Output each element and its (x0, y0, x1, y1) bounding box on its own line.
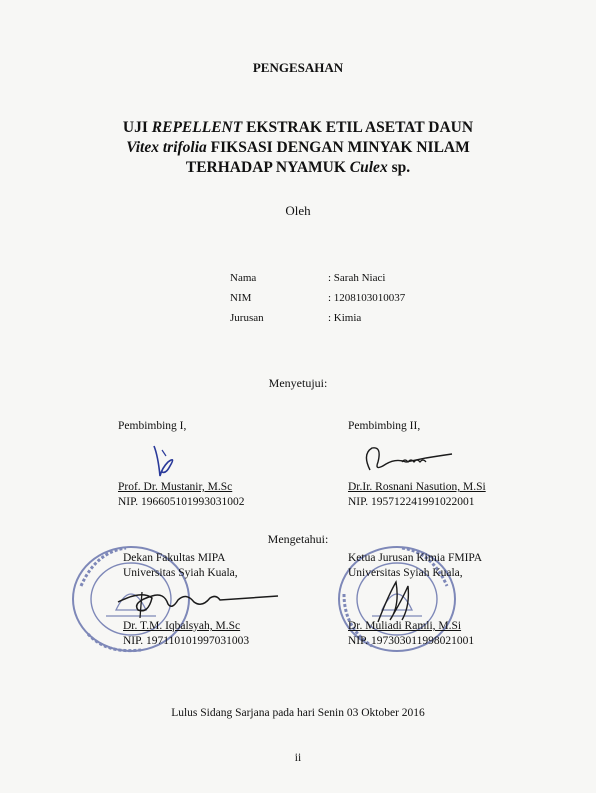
graduation-note: Lulus Sidang Sarjana pada hari Senin 03 Oktober 2016 (171, 707, 425, 719)
student-nim-row: NIM : 1208103010037 (230, 292, 406, 304)
student-name-row: Nama : Sarah Niaci (230, 272, 386, 284)
acknowledged-label: Mengetahui: (267, 532, 329, 546)
dean-role-line-2: Universitas Syiah Kuala, (123, 567, 238, 579)
title-line-3: TERHADAP NYAMUK Culex sp. (185, 159, 411, 176)
department-head-block (348, 619, 474, 649)
department-head-role-line-1: Ketua Jurusan Kimia FMIPA (348, 552, 483, 564)
advisor-2-block (348, 480, 486, 510)
title-line-2: Vitex trifolia FIKSASI DENGAN MINYAK NILAM (126, 139, 470, 156)
student-info (230, 268, 405, 328)
dean-name: Dr. T.M. Iqbalsyah, M.Sc (123, 620, 241, 632)
advisor-2-name: Dr.Ir. Rosnani Nasution, M.Si (348, 481, 486, 493)
advisor-1-block (118, 480, 245, 510)
advisor-1-role: Pembimbing I, (118, 420, 187, 432)
page-heading: PENGESAHAN (252, 60, 344, 75)
advisor-2-nip: NIP. 195712241991022001 (348, 496, 475, 508)
title-line-1: UJI REPELLENT EKSTRAK ETIL ASETAT DAUN (122, 119, 474, 136)
student-major-row: Jurusan : Kimia (230, 312, 362, 324)
dean-nip: NIP. 197110101997031003 (123, 635, 250, 647)
page-number: ii (294, 752, 302, 764)
dean-role (123, 551, 238, 581)
department-head-name: Dr. Muliadi Ramli, M.Si (348, 620, 462, 632)
dean-role-line-1: Dekan Fakultas MIPA (123, 552, 226, 564)
dean-block (123, 619, 249, 649)
approved-label: Menyetujui: (268, 376, 328, 390)
advisor-1-name: Prof. Dr. Mustanir, M.Sc (118, 481, 233, 493)
thesis-title (0, 118, 596, 178)
department-head-role-line-2: Universitas Syiah Kuala, (348, 567, 463, 579)
advisor-2-signature (356, 440, 466, 480)
advisor-2-role: Pembimbing II, (348, 420, 421, 432)
advisor-1-signature (140, 442, 190, 482)
advisor-1-nip: NIP. 196605101993031002 (118, 496, 245, 508)
department-head-nip: NIP. 197303011998021001 (348, 635, 475, 647)
by-label: Oleh (285, 203, 311, 218)
